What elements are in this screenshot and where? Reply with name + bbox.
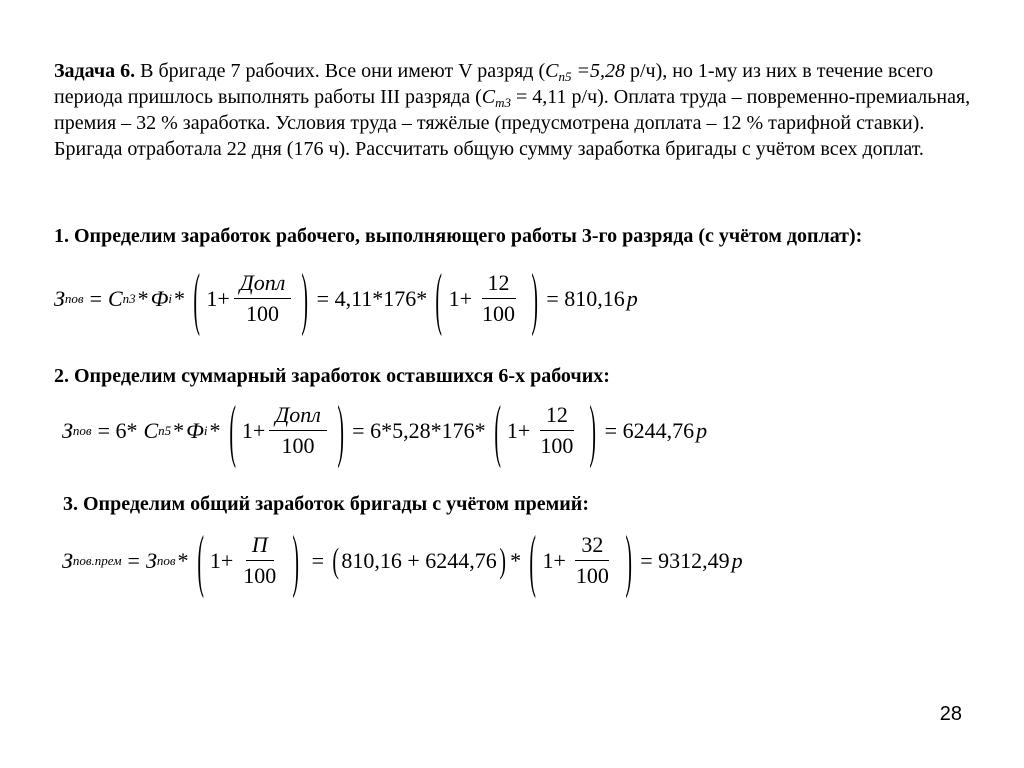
page-number: 28 bbox=[939, 703, 962, 725]
step-1-heading: 1. Определим заработок рабочего, выполняющего работы 3-го разряда (с учётом доплат): bbox=[54, 225, 863, 247]
paren-group-2: ( 1+ $\frac{12}{100}$ ) bbox=[435, 256, 538, 337]
result-1: = 810,16 bbox=[546, 285, 625, 311]
sum-expression: 810,16 + 6244,76 bbox=[341, 547, 497, 573]
step-3-heading: 3. Определим общий заработок бригады с учётом премий: bbox=[63, 493, 589, 515]
problem-text-3: = 4,11 р/ч). Оплата труда – повременно-премиальная, премия – 32 % заработка. Условия труда – тяжёлые (предусмотрена доплата – 12 % тарифной ставки). Бригада отработала 22 дня (176 ч). Рассчитать общую сумму заработка бригады с учётом всех доплат. bbox=[54, 86, 971, 160]
fraction-12-2: $\frac{12}{100}$ bbox=[540, 402, 574, 458]
paren-group-6: ( 1+ $\frac{32}{100}$ ) bbox=[529, 518, 632, 599]
paren-group-5: ( 1+ $\frac{П}{100}$ ) bbox=[196, 518, 300, 599]
formula-2: З пов = 6* С п5 * Ф i * ( 1+ $\frac{\text{Допл}}{100}$ ) = 6*5,28*176* ( 1+ $\frac{12}{100}$ ) = 6244,76 р bbox=[62, 388, 708, 469]
paren-group-1: ( 1+ $\frac{\text{Допл}}{100}$ ) bbox=[193, 256, 309, 337]
fraction-dopl: $\frac{\text{Допл}}{100}$ bbox=[234, 270, 292, 327]
fraction-12: $\frac{12}{100}$ bbox=[482, 270, 516, 326]
paren-group-3: ( 1+ $\frac{\text{Допл}}{100}$ ) bbox=[228, 388, 344, 469]
step-2-heading: 2. Определим суммарный заработок оставшихся 6-х рабочих: bbox=[54, 365, 610, 387]
problem-text-1: В бригаде 7 рабочих. Все они имеют V разряд ( bbox=[135, 60, 546, 82]
rate-grade-5: $С_{п5} =5,28$ bbox=[545, 60, 625, 84]
rate-grade-3: $С_{т3}$ bbox=[481, 86, 511, 110]
problem-text-2: р/ч), но 1-му из них в течение всего периода пришлось выполнять работы III разряда ( bbox=[54, 60, 934, 108]
result-2: = 6244,76 bbox=[604, 417, 695, 443]
fraction-dopl-2: $\frac{\text{Допл}}{100}$ bbox=[269, 402, 327, 459]
result-3: = 9312,49 bbox=[640, 547, 730, 573]
problem-title: Задача 6. bbox=[54, 60, 136, 82]
problem-statement bbox=[54, 58, 984, 162]
fraction-p: $\frac{П}{100}$ bbox=[243, 532, 277, 588]
formula-1: З пов = С п3 * Ф i * ( 1+ $\frac{\text{Допл}}{100}$ ) = 4,11*176* ( 1+ $\frac{12}{100}$ ) = 810,16 р bbox=[54, 256, 638, 337]
formula-3: З пов.прем = З пов * ( 1+ $\frac{П}{100}$ ) = ( 810,16 + 6244,76 ) * ( 1+ $\frac{32}{100}$ ) = 9312,49 р bbox=[62, 518, 743, 599]
paren-group-4: ( 1+ $\frac{12}{100}$ ) bbox=[493, 388, 597, 469]
fraction-32: $\frac{32}{100}$ bbox=[575, 532, 609, 588]
